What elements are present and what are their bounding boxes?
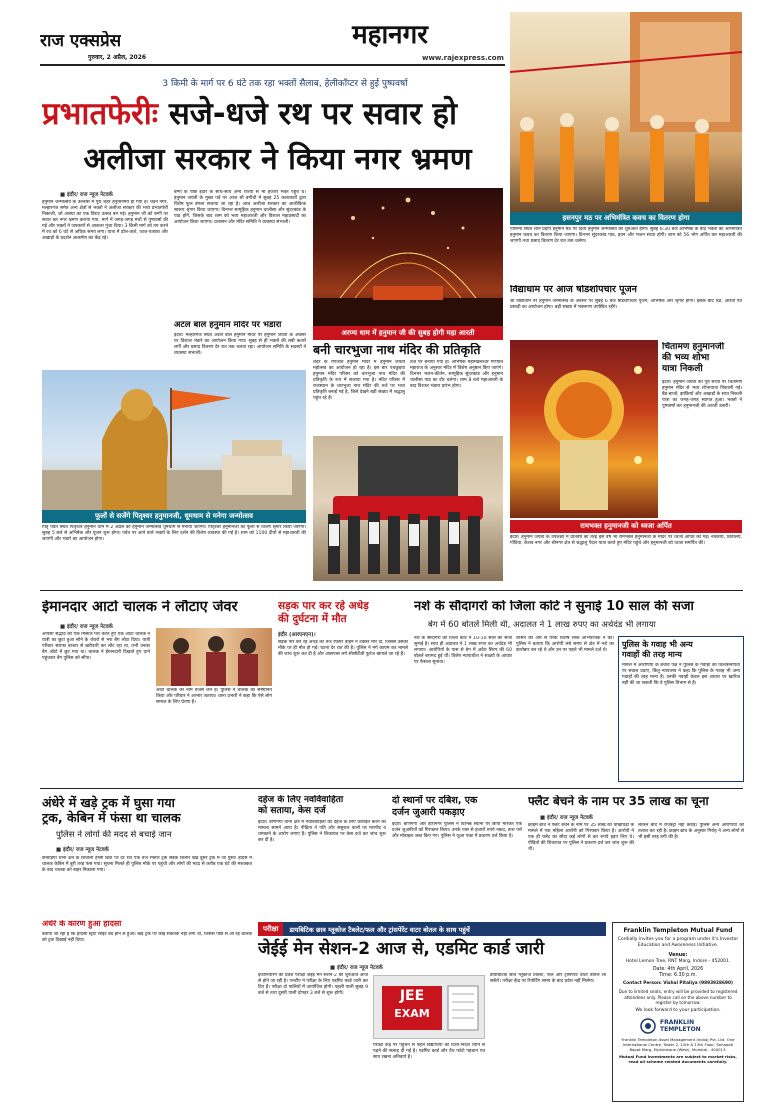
lead-photo-caption: अरण्य धाम में हनुमान जी की सुबह होगी महा आरती bbox=[313, 326, 503, 340]
ad-contact: Contact Person: Vishal Pitaliya (9893928690) bbox=[623, 981, 733, 986]
memorial-crowd-illustration bbox=[313, 436, 503, 581]
story-a-headline: ईमानदार आटो चालक ने लौटाए जेवर bbox=[42, 600, 238, 615]
story-f-headline-2: को सताया, केस दर्ज bbox=[258, 806, 326, 816]
lead-body-col2: बग्गी के पीछे इंदौर के साथ-साथ अन्य राज्यों से भी हजारों भक्त पहुंचे थे। हनुमान जयंती के मुख्य पर्व पर आज श्री बगीची में सुबह 25 कलाकारों द्वारा विशेष फूल बंगला सजाया जा रहा है। आज अलीजा सरकार का आलीकिक स्वरूप श्रृंगार किया जाएगा। दिनभर सामूहिक हनुमान चालीसा और सुंदरकांड के पाठ होंगे, जिसके बाद शाम को भव्य महाआरती और विशाल महाप्रसादी का आयोजन किया जाएगा। प्रशासन और मंदिर समिति ने व्यवस्था संभाली। bbox=[174, 190, 306, 225]
exam-headline: जेईई मेन सेशन-2 आज से, एडमिट कार्ड जारी bbox=[258, 939, 545, 959]
story-b-byline: इंदौर (आरएनएन)। bbox=[278, 632, 316, 638]
story-b-body: सड़क पार कर रहे अधेड़ को तेज रफ्तार वाहन ने टक्कर मार दी, जिससे उसकी मौके पर ही मौत हो गई। घटना देर रात की है। पुलिस ने मर्ग कायम कर मामले की जांच शुरू कर दी है और आसपास लगे सीसीटीवी फुटेज खंगाले जा रहे हैं। bbox=[278, 640, 408, 657]
story-f-headline bbox=[258, 795, 386, 817]
story-e-body2: बताया जा रहा है कि हादसा स्ट्रीट लाइट बंद होने से हुआ। खड़े ट्रक पर कोई संकेतक नहीं लगा था, जिससे पीछे से आ रहे चालक को ट्रक दिखाई नहीं दिया। bbox=[42, 932, 252, 943]
decorated-idol-illustration bbox=[510, 340, 658, 518]
ad-thanks: We look forward to your participation. bbox=[635, 1007, 721, 1013]
exam-strip-text: डायबिटिक छात्र ग्लूकोज टैबलेट/फल और ट्रांसपेरेंट वाटर बोतल के साथ पहुंचें bbox=[289, 925, 470, 934]
story-d-headline bbox=[622, 640, 740, 660]
story-h-headline: फ्लैट बेचने के नाम पर 35 लाख का चूना bbox=[528, 795, 709, 808]
right-bottom-caption: रामभक्त हनुमानजी को ध्वजा अर्पित bbox=[510, 520, 742, 533]
story-h-byline: ■ इंदौर/ राज न्यूज नेटवर्क bbox=[540, 815, 593, 821]
divider-row2 bbox=[40, 788, 743, 789]
ad-venue-label: Venue: bbox=[668, 953, 688, 958]
story-d-headline-1: पुलिस के गवाह भी अन्य bbox=[622, 640, 693, 649]
divider-row1 bbox=[40, 590, 743, 591]
exam-strip bbox=[258, 922, 606, 936]
story-f-headline-1: दहेज के लिए नवविवाहिता bbox=[258, 795, 344, 805]
story-e-body: कनाड़िया थाना क्षेत्र के बिचौली हप्सी ब्रिज पर देर रात एक तेज रफ्तार ट्रक सड़क किनारे खड़े दूसरे ट्रक में जा घुसा। हादसे में चालक केबिन में बुरी तरह फंस गया। सूचना मिलते ही पुलिस मौके पर पहुंची और लोगों की मदद से करीब एक घंटे की मशक्कत के बाद चालक को बाहर निकाला गया। bbox=[42, 856, 252, 873]
story-e-subhead: पुलिस ने लोगों की मदद से बचाई जान bbox=[56, 830, 172, 840]
story-b-headline bbox=[278, 600, 408, 626]
story-c-body: नशे के सौदागरों को जिला कोर्ट ने 10-10 साल की सजा सुनाई है। साथ ही अदालत ने 1 लाख रुपए का अर्थदंड भी लगाया। आरोपियों के पास से बेग में अवैध सिरप की 60 बोतलें बरामद हुई थीं। विशेष न्यायाधीश ने साक्ष्यों के आधार पर फैसला सुनाया। bbox=[414, 636, 512, 665]
right-side-head-1: चिंतामण हनुमानजी bbox=[662, 342, 725, 352]
lead-body-col1: हनुमान जन्मोत्सव के उल्लास में पूरा शहर हनुमानमय हो गया है। चंदन नगर, मल्हारगंज समेत अन्य क्षेत्रों से भक्तों ने अलीजा सरकार की भव्य प्रभातफेरी निकाली, जो आस्था का एक विराट उत्सव बन गई। हनुमान जी को बग्गी पर सवार कर नगर भ्रमण कराया गया, मार्ग में जगह-जगह मंचों से पुष्पवर्षा की गई और भक्तों ने जयकारों से आकाश गुंजा दिया। 3 किमी मार्ग को तय करने में रथ को 6 घंटे से अधिक समय लगा। यात्रा में ढोल-ताशे, ध्वज-पताका और अखाड़ों के प्रदर्शन आकर्षण का केंद्र रहे। bbox=[42, 200, 168, 241]
story-c-body2: शासन की ओर से पैरवी विशेष लोक अभियोजक ने की। पुलिस ने बताया कि आरोपी लंबे समय से क्षेत्र में नशे का कारोबार कर रहे थे और उन पर पहले भी मामले दर्ज थे। bbox=[516, 636, 614, 653]
exam-image-text-1: JEE bbox=[399, 988, 425, 1004]
exam-image-banner bbox=[382, 986, 442, 1030]
story-e-headline-1: अंधेरे में खड़े ट्रक में घुसा गया bbox=[42, 795, 175, 810]
right-side-head-2: की भव्य शोभा bbox=[662, 353, 710, 363]
ad-time: Time: 6.30 p.m. bbox=[659, 973, 697, 978]
statue-body: पितृ पर्वत स्थित पितृश्वर हनुमान धाम में 2 अप्रैल को हनुमान जन्मोत्सव धूमधाम से मनाया जाएगा। पितृश्वर हनुमानजी का फूलों से विशेष श्रृंगार किया जाएगा। सुबह 5 बजे से अभिषेक और पूजन शुरू होगा। पर्वत पर आने वाले भक्तों के लिए दर्शन की विशेष व्यवस्था की गई है। शाम को 1100 दीपों से महाआरती की जाएगी और भंडारे का आयोजन होगा। bbox=[42, 525, 306, 542]
story-e-byline: ■ इंदौर/ राज न्यूज नेटवर्क bbox=[56, 847, 109, 853]
ad-intro: Cordially invites you for a program under it's Investor Education and Awareness Initiative. bbox=[617, 937, 739, 948]
ad-disclaimer: Mutual Fund investments are subject to market risks, read all scheme related documents carefully. bbox=[619, 1053, 737, 1064]
right-top-body: पौर्णिमा स्थित शनि प्रदीप हनुमान मठ पर दिव्य हनुमान जन्मोत्सव की शुरुआत होगी। सुबह 6:30 बजे अभिषेक के बाद भक्तों को अभिमंत्रित हनुमान कवच का वितरण किया जाएगा। दिनभर सुंदरकांड पाठ, हवन और भजन संध्या होगी। शाम को 56 भोग अर्पित कर महाआरती की जाएगी तथा प्रसाद वितरण देर रात तक चलेगा। bbox=[510, 227, 742, 244]
statue-caption: फूलों से सजेंगे पितृश्वर हनुमानजी, धूमधाम से मनेगा जन्मोत्सव bbox=[42, 510, 306, 523]
right-side-head-3: यात्रा निकली bbox=[662, 364, 703, 374]
lead-headline-line2: अलीजा सरकार ने किया नगर भ्रमण bbox=[83, 142, 472, 177]
center-body-col1: शहर के रणजीत हनुमान मंदिर में हनुमान जयंती महोत्सव का आयोजन हो रहा है। इस बार पचकुइया हनुमान मंदिर परिसर को चारभुजा नाथ मंदिर की प्रतिकृति के रूप में सजाया गया है। मंदिर परिसर में राजस्थान के चारभुजा नाथ मंदिर की तर्ज पर भव्य प्रतिकृति बनाई गई है, जिसे देखने बड़ी संख्या में श्रद्धालु पहुंच रहे हैं। bbox=[313, 360, 405, 401]
story-d-box bbox=[618, 636, 744, 782]
right-top-caption: हसनपुर मठ पर अभिमंत्रित कवच का वितरण होगा bbox=[510, 212, 742, 225]
story-e-sub2: अंधेरे के कारण हुआ हादसा bbox=[42, 920, 122, 928]
paper-name: राज एक्सप्रेस bbox=[40, 31, 122, 51]
right-mid-photo bbox=[510, 340, 658, 518]
exam-body-col1: इंजीनियरिंग की प्रवेश परीक्षा जेईई मेन सेशन-2 की शुरुआत आज से होने जा रही है। एनटीए ने परीक्षा के लिए एडमिट कार्ड जारी कर दिए हैं। परीक्षा दो पालियों में आयोजित होगी। पहली पाली सुबह 9 बजे से तथा दूसरी पाली दोपहर 3 बजे से शुरू होगी। bbox=[258, 973, 368, 996]
franklin-logo-icon bbox=[640, 1018, 656, 1034]
franklin-ad bbox=[612, 922, 744, 1102]
auto-driver-photo-illustration bbox=[156, 628, 272, 686]
statue-photo bbox=[42, 370, 306, 510]
story-g-body: इंदौर। बाणगंगा और हीरानगर पुलिस ने विभिन्न स्थानों पर छापा मारकर एक दर्जन जुआरियों को गिरफ्तार किया। उनके पास से हजारों रुपये नकद, ताश पत्ते और मोबाइल जब्त किए गए। पुलिस ने जुआ एक्ट में प्रकरण दर्ज किया है। bbox=[392, 822, 522, 839]
ad-venue: Hotel Lemon Tree, RNT Marg, Indore - 452001. bbox=[625, 959, 731, 964]
story-g-headline-1: दो स्थानों पर दबिश, एक bbox=[392, 795, 478, 806]
lead-sub-body: इंदौर। मल्हारगंज स्थित अटल बाल हनुमान मंदिर पर हनुमान जयंती के अवसर पर विशाल भंडारे का आयोजन किया गया। सुबह से ही भक्तों की लंबी कतारें लगीं और प्रसाद वितरण देर रात तक चलता रहा। आयोजन समिति के सदस्यों ने व्यवस्था संभाली। bbox=[174, 333, 306, 356]
exam-tag: परीक्षा bbox=[258, 922, 283, 936]
lead-headline-black-1: सजे-धजे रथ पर सवार हो bbox=[168, 96, 458, 132]
section-title: महानगर bbox=[352, 20, 428, 50]
story-g-headline-2: दर्जन जुआरी पकड़ाए bbox=[392, 807, 465, 818]
ad-company: Franklin Templeton Mutual Fund bbox=[623, 927, 733, 934]
ad-logo-text: FRANKLIN TEMPLETON bbox=[660, 1018, 701, 1033]
lead-headline-red: प्रभातफेरीः bbox=[42, 96, 159, 132]
story-d-body: मामले में आरोपियों के बचाव पक्ष ने पुलिस के गवाहों की विश्वसनीयता पर सवाल उठाए, किंतु न्यायालय ने कहा कि पुलिस के गवाह भी अन्य गवाहों की तरह मान्य हैं। उनकी गवाही केवल इस आधार पर खारिज नहीं की जा सकती कि वे पुलिस विभाग से हैं। bbox=[622, 663, 740, 686]
story-a-body2: आटो चालक का नाम तेजस जैन है। पुलिस ने चालक को सम्मानित किया और परिवार ने आभार जताया। थाना प्रभारी ने कहा कि ऐसे लोग समाज के लिए प्रेरणा हैं। bbox=[156, 688, 272, 705]
masthead-rule bbox=[40, 64, 505, 66]
fireworks-illustration bbox=[313, 188, 503, 326]
story-b-headline-2: की दुर्घटना में मौत bbox=[278, 613, 347, 625]
story-h-body: क्राइम ब्रांच ने फ्लैट बेचने के नाम पर 35 लाख की धोखाधड़ी के मामले में एक महिला आरोपी को गिरफ्तार किया है। आरोपी ने एक ही फ्लैट का सौदा कई लोगों से कर रुपये हड़प लिए थे। पीड़ितों की शिकायत पर पुलिस ने प्रकरण दर्ज कर जांच शुरू की थी। bbox=[528, 823, 634, 852]
story-e-headline bbox=[42, 795, 252, 825]
right-side-head bbox=[662, 342, 744, 375]
right-side-body: इंदौर। हनुमान जयंती की पूर्व संध्या पर चिंतामण हनुमान मंदिर से भव्य शोभायात्रा निकाली गई। बैंड-बाजों, झांकियों और अखाड़ों के साथ निकली यात्रा का जगह-जगह स्वागत हुआ। भक्तों ने पुष्पवर्षा कर हनुमानजी की आरती उतारी। bbox=[662, 380, 742, 409]
story-a-byline: ■ इंदौर/ राज न्यूज नेटवर्क bbox=[60, 624, 113, 630]
story-e-headline-2: ट्रक, केबिन में फंसा था चालक bbox=[42, 810, 181, 825]
story-h-body2: लेकिन बाद में रजिस्ट्री नहीं कराई। पुलिस अन्य आरोपियों की तलाश कर रही है। क्राइम ब्रांच के अनुसार गिरोह ने अन्य लोगों से भी इसी तरह ठगी की है। bbox=[638, 823, 744, 840]
lead-kicker: 3 किमी के मार्ग पर 6 घंटे तक रहा भक्तों सैलाब, हेलीकॉप्टर से हुई पुष्पवर्षा bbox=[162, 79, 408, 89]
hanuman-statue-illustration bbox=[42, 370, 306, 510]
ad-address: Franklin Templeton Asset Management (India) Pvt. Ltd. One International Centre, Tower 2, 12th & 13th Floor, Senapati Bapat Marg, Elphinstone (West), Mumbai - 400013. bbox=[621, 1036, 735, 1052]
right-bottom-body: इंदौर। हनुमान जयंती के उपलक्ष्य में प्रतिवर्ष की तरह इस वर्ष भी रामभक्त हनुमानजी के मंदिर पर ध्वजा अर्पित की गई। नवकार्य, शिवालय, गोंदिया, केशव नगर और श्रीनगर क्षेत्र से श्रद्धालु पैदल यात्रा करते हुए मंदिर पहुंचे और हनुमानजी को ध्वजा समर्पित की। bbox=[510, 535, 742, 546]
exam-byline: ■ इंदौर/ राज न्यूज नेटवर्क bbox=[330, 965, 383, 971]
story-f-body: इंदौर। बाणगंगा थाना क्षेत्र में नवविवाहिता को दहेज के लिए प्रताड़ित करने का मामला सामने आया है। पीड़िता ने पति और ससुराल वालों पर मारपीट व धमकाने के आरोप लगाए हैं। पुलिस ने शिकायत पर केस दर्ज कर जांच शुरू कर दी है। bbox=[258, 820, 386, 843]
story-a-photo bbox=[156, 628, 272, 686]
story-d-headline-2: गवाहों की तरह मान्य bbox=[622, 650, 682, 659]
story-a-body: आपसी सद्भाव की एक मिसाल पेश करते हुए एक ऑटो चालक ने यात्री का छूटा हुआ सोने के जेवरों से भरा बैग लौटा दिया। यात्री परिवार सराफा बाजार से खरीदारी कर लौट रहा था, तभी उनका बैग ऑटो में छूट गया था। चालक ने ईमानदारी दिखाते हुए थाने पहुंचकर बैग पुलिस को सौंपा। bbox=[42, 632, 150, 661]
lead-sub-head: अटल बाल हनुमान मंदिर पर भंडारा bbox=[174, 321, 282, 330]
center-photo bbox=[313, 436, 503, 581]
exam-body-col2: परीक्षा केंद्र पर पहुंचने से पहले विद्यार्थियों को दिशा-निर्देश ध्यान से पढ़ने की सलाह दी गई है। एडमिट कार्ड और वैध फोटो पहचान पत्र साथ रखना अनिवार्य है। bbox=[373, 1043, 485, 1060]
exam-sheet-icon bbox=[446, 984, 482, 1034]
center-body-col2: तर्ज पर बनाया गया है। अभिषेक महामंडलेश्वर गणपति महाराज के अनुसार मंदिर में विशेष अनुष्ठान किए जाएंगे। दिनभर भजन-कीर्तन, सामूहिक सुंदरकांड और हनुमान चालीसा पाठ का दौर चलेगा। शाम 8 बजे महाआरती के बाद विशाल भंडारा प्रारंभ होगा। bbox=[410, 360, 503, 389]
lead-headline-line1 bbox=[42, 94, 510, 138]
ad-note: Due to limited seats, entry will be provided to registered attendees only. Please call on the above number to register by tomorrow. bbox=[618, 989, 738, 1005]
date-line: गुरुवार, 2 अप्रैल, 2026 bbox=[88, 54, 147, 61]
procession-illustration bbox=[510, 12, 742, 212]
right-sub-body: श्री विद्याधाम पर हनुमान जन्मोत्सव के अवसर पर सुबह 6 बजे षोडशोपचार पूजन, अभिषेक और श्रृंगार होगा। इसके बाद यज्ञ, आरती एवं प्रसादी का आयोजन होगा। बड़ी संख्या में भक्तगण उपस्थित रहेंगे। bbox=[510, 299, 742, 310]
website: www.rajexpress.com bbox=[422, 54, 504, 62]
story-c-subhead: बेग में 60 बोतलें मिली थी, अदालत ने 1 लाख रुपए का अर्थदंड भी लगाया bbox=[428, 620, 656, 630]
lead-byline: ■ इंदौर/ राज न्यूज नेटवर्क bbox=[60, 192, 113, 198]
story-g-headline bbox=[392, 795, 522, 819]
right-sub-head: विद्याधाम पर आज षोडशोपचार पूजन bbox=[510, 285, 637, 295]
lead-photo bbox=[313, 188, 503, 326]
exam-body-col3: डायबिटिक छात्र ग्लूकोज टैबलेट, फल और ट्रांसपेरेंट वाटर बोतल ला सकेंगे। परीक्षा केंद्र पर रिपोर्टिंग समय के बाद प्रवेश नहीं मिलेगा। bbox=[490, 973, 606, 984]
story-b-headline-1: सड़क पार कर रहे अधेड़ bbox=[278, 600, 369, 612]
exam-image bbox=[373, 975, 485, 1039]
center-headline: बनी चारभुजा नाथ मंदिर की प्रतिकृति bbox=[313, 343, 481, 357]
exam-image-text-2: EXAM bbox=[394, 1007, 430, 1020]
story-c-headline: नशे के सौदागरों को जिला कोर्ट ने सुनाई 10 साल की सजा bbox=[414, 600, 694, 614]
ad-date: Date: 4th April, 2026 bbox=[652, 967, 704, 972]
right-top-photo bbox=[510, 12, 742, 212]
ad-logo-row bbox=[617, 1018, 739, 1034]
